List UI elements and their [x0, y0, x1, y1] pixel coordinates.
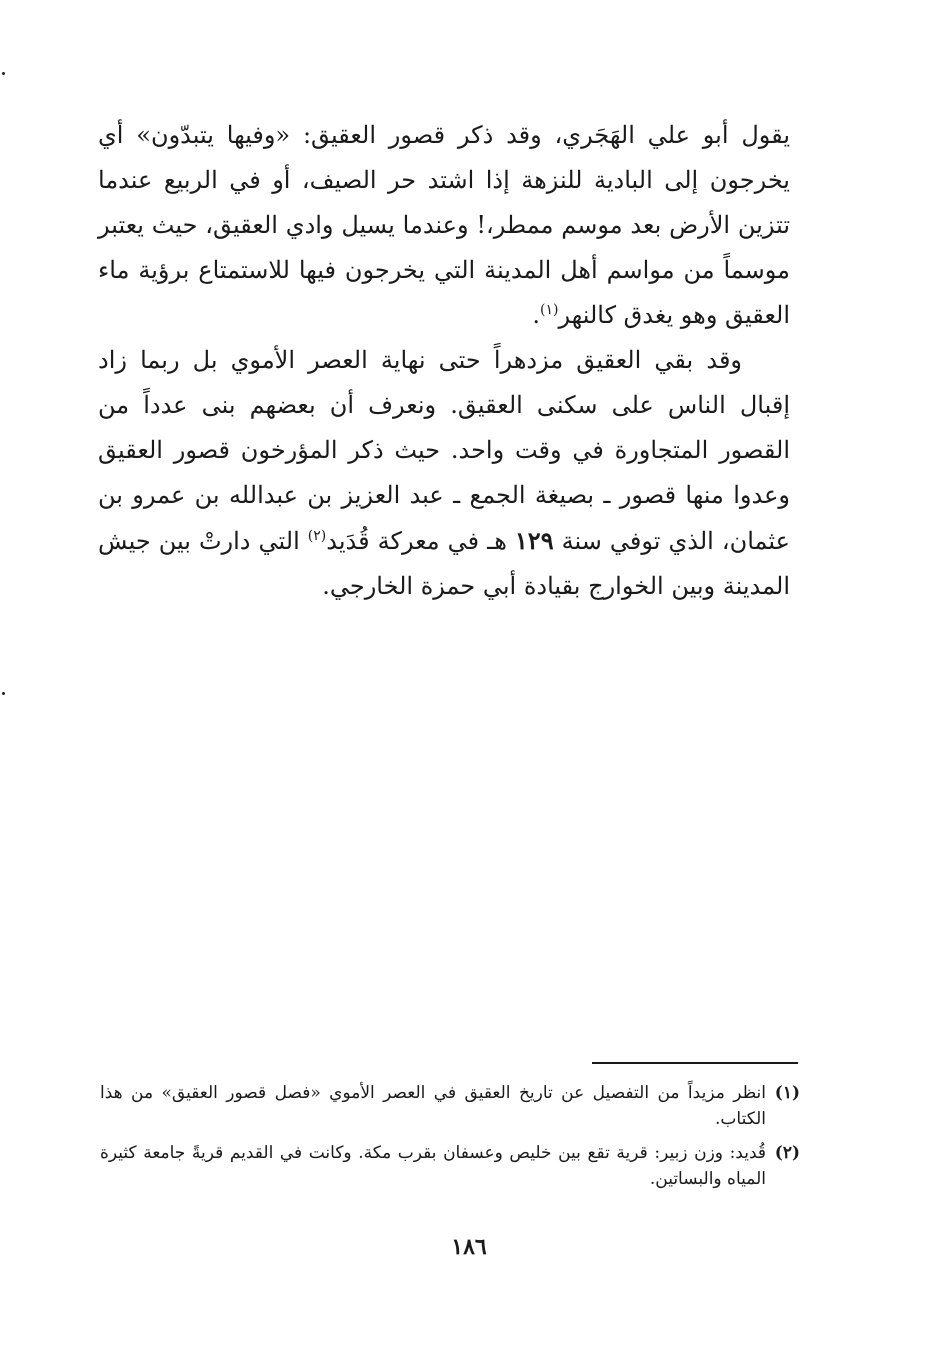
- footnote-number: (٢): [774, 1143, 800, 1163]
- scan-speck: [2, 72, 5, 75]
- paragraph-2-text-c: التي دارتْ بين جيش المدينة وبين الخوارج بقيادة أبي حمزة الخارجي.: [98, 527, 790, 600]
- page-number: ١٨٦: [451, 1234, 487, 1260]
- footnotes-section: [100, 1080, 800, 1200]
- footnote-marker-2[interactable]: (٢): [307, 528, 327, 544]
- footnote-text: قُديد: وزن زبير: قرية تقع بين خليص وعسفان بقرب مكة. وكانت في القديم قريةً جامعة كثيرة المياه والبساتين.: [100, 1143, 766, 1189]
- footnote-divider: [592, 1062, 798, 1064]
- footnote-text: انظر مزيداً من التفصيل عن تاريخ العقيق في العصر الأموي «فصل قصور العقيق» من هذا الكتاب.: [100, 1083, 766, 1129]
- scan-speck: [2, 692, 5, 695]
- body-paragraph-2: [98, 338, 790, 609]
- paragraph-2-text-a: وقد بقي العقيق مزدهراً حتى نهاية العصر الأموي بل ربما زاد إقبال الناس على سكنى العقيق. ونعرف أن بعضهم بنى عدداً من القصور المتجاورة في وقت واحد. حيث ذكر المؤرخون قصور العقيق وعدوا منها قصور ـ بصيغة الجمع ـ عبد العزيز بن عبدالله بن عمرو بن عثمان، الذي توفي سنة: [98, 346, 790, 555]
- paragraph-1-text: يقول أبو علي الهَجَري، وقد ذكر قصور العقيق: «وفيها يتبدّون» أي يخرجون إلى البادية للنزهة إذا اشتد حر الصيف، أو في الربيع عندما تتزين الأرض بعد موسم ممطر،! وعندما يسيل وادي العقيق، حيث يعتبر موسماً من مواسم أهل المدينة التي يخرجون فيها للاستمتاع برؤية ماء العقيق وهو يغدق كالنهر: [98, 121, 791, 329]
- body-paragraph-1: [98, 113, 790, 338]
- year-number: ١٢٩: [514, 526, 554, 555]
- paragraph-2-text-b: هـ في معركة قُدَيد: [326, 527, 515, 555]
- paragraph-1-end: .: [532, 301, 540, 329]
- footnote-number: (١): [774, 1083, 800, 1103]
- footnote-1: [100, 1080, 800, 1132]
- footnote-marker-1[interactable]: (١): [539, 302, 559, 318]
- footnote-2: [100, 1140, 800, 1192]
